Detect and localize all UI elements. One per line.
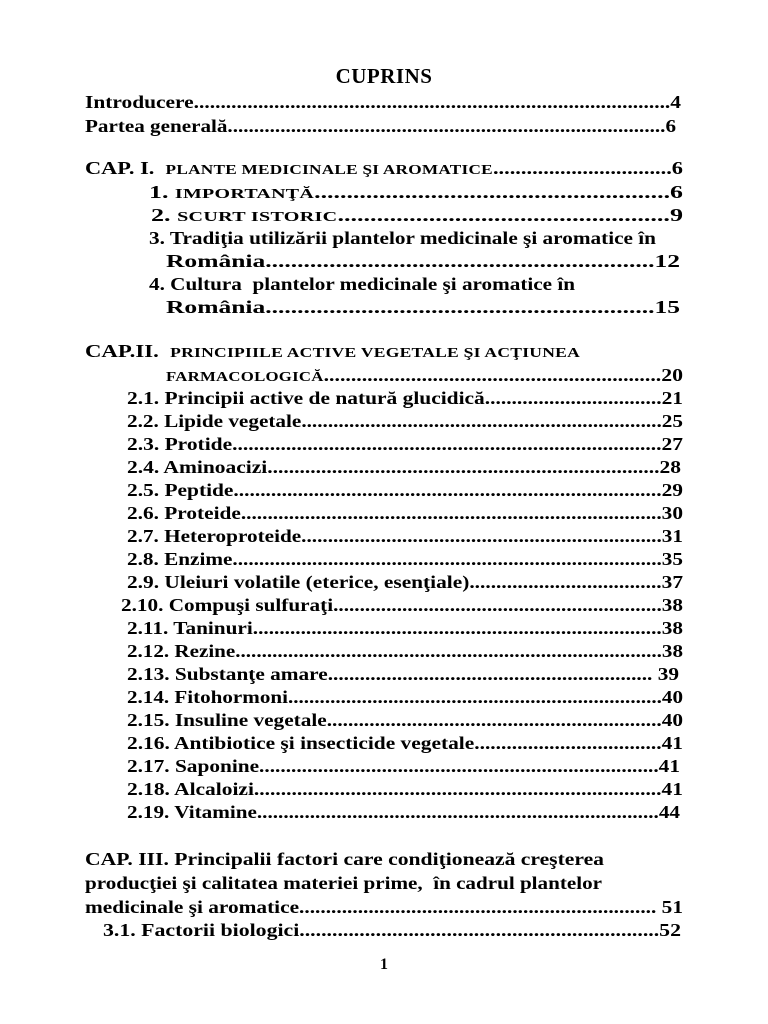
- toc-entry-text: CAP.II.: [85, 341, 171, 361]
- toc-entry-heading: PLANTE MEDICINALE ŞI AROMATICE: [165, 162, 493, 177]
- toc-entry: 2.17. Saponine...........................................................................41: [127, 756, 680, 776]
- toc-entry: 2.7. Heteroproteide....................................................................31: [127, 526, 683, 546]
- toc-entry: 3.1. Factorii biologici..................................................................52: [103, 920, 681, 940]
- toc-entry: 2.10. Compuşi sulfuraţi..............................................................38: [121, 595, 683, 615]
- toc-entry-heading: SCURT ISTORIC: [177, 209, 338, 224]
- toc-entry-text: ...................................................9: [337, 205, 683, 225]
- toc-entry: 2.6. Proteide...............................................................................30: [127, 503, 683, 523]
- toc-entry: 2.1. Principii active de natură glucidică.................................21: [127, 388, 683, 408]
- toc-entry: România.............................................................15: [166, 297, 680, 317]
- toc-entry-heading: IMPORTANŢĂ: [174, 186, 315, 201]
- toc-entry: 2.9. Uleiuri volatile (eterice, esenţiale)....................................37: [127, 572, 683, 592]
- toc-entry: 2.12. Rezine.................................................................................38: [127, 641, 683, 661]
- toc-entry-heading: PRINCIPIILE ACTIVE VEGETALE ŞI ACŢIUNEA: [170, 345, 580, 360]
- toc-entry: 3. Tradiţia utilizării plantelor medicinale şi aromatice în: [149, 228, 656, 248]
- toc-entry: [151, 204, 683, 228]
- toc-entry: România.............................................................12: [166, 251, 680, 271]
- page-title: CUPRINS: [335, 64, 433, 88]
- toc-entry-text: 1.: [149, 182, 175, 202]
- toc-entry: 2.14. Fitohormoni.......................................................................40: [127, 687, 683, 707]
- toc-entry: 2.11. Taninuri.............................................................................38: [127, 618, 683, 638]
- toc-entry: 2.13. Substanţe amare............................................................. 39: [127, 664, 679, 684]
- toc-entry: 2.5. Peptide................................................................................29: [127, 480, 683, 500]
- toc-entry: 2.18. Alcaloizi............................................................................41: [127, 779, 683, 799]
- toc-entry: 2.2. Lipide vegetale....................................................................25: [127, 411, 683, 431]
- toc-entry-heading: FARMACOLOGICĂ: [166, 369, 324, 384]
- toc-entry: [149, 181, 683, 205]
- toc-entry: 2.16. Antibiotice şi insecticide vegetale...................................41: [127, 733, 683, 753]
- toc-entry: 2.8. Enzime.................................................................................35: [127, 549, 683, 569]
- toc-entry: Partea generală...................................................................................6: [85, 116, 676, 136]
- toc-entry: 2.19. Vitamine............................................................................44: [127, 802, 680, 822]
- toc-entry: medicinale şi aromatice................................................................... 51: [85, 897, 683, 917]
- toc-entry-text: ................................6: [492, 158, 683, 178]
- toc-entry: CAP. III. Principalii factori care condiţionează creşterea: [85, 849, 604, 869]
- toc-entry-text: 2.: [151, 205, 178, 225]
- toc-entry-text: .......................................................6: [314, 182, 683, 202]
- toc-entry: 2.15. Insuline vegetale...............................................................40: [127, 710, 683, 730]
- toc-entry: Introducere.........................................................................................4: [85, 92, 681, 112]
- toc-entry: [85, 157, 683, 181]
- toc-entry: 2.3. Protide................................................................................27: [127, 434, 683, 454]
- toc-entry-text: ..............................................................20: [323, 365, 683, 385]
- toc-entry: [166, 364, 683, 388]
- toc-entry: producţiei şi calitatea materiei prime, în cadrul plantelor: [85, 873, 602, 893]
- toc-entry: 2.4. Aminoacizi.........................................................................28: [127, 457, 681, 477]
- toc-entry: 4. Cultura plantelor medicinale şi aromatice în: [149, 274, 575, 294]
- page-number: 1: [380, 956, 388, 973]
- toc-entry: [85, 340, 580, 364]
- toc-entry-text: CAP. I.: [85, 158, 166, 178]
